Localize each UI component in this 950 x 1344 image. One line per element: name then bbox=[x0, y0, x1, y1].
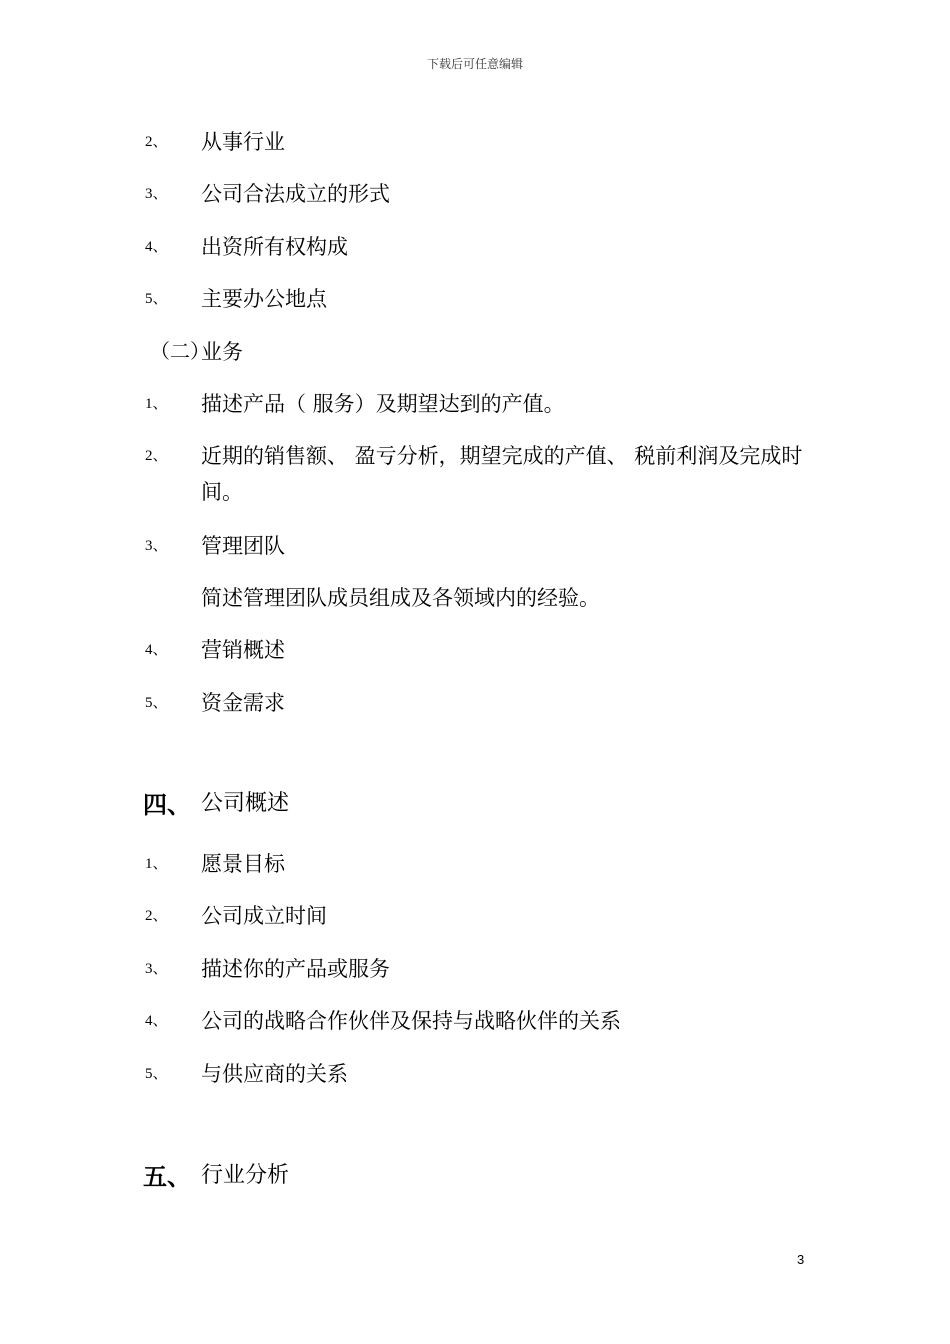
list-number: 2、 bbox=[145, 448, 168, 464]
list-item bbox=[0, 386, 950, 416]
list-item bbox=[0, 685, 950, 715]
list-number: 2、 bbox=[145, 908, 168, 924]
section-heading bbox=[0, 788, 950, 818]
section-title: 行业分析 bbox=[201, 1163, 290, 1188]
list-text: 简述管理团队成员组成及各领域内的经验。 bbox=[201, 586, 600, 610]
list-text: 资金需求 bbox=[201, 691, 285, 715]
list-number: 1、 bbox=[145, 856, 168, 872]
list-number: 3、 bbox=[145, 961, 168, 977]
list-text: 主要办公地点 bbox=[201, 287, 327, 311]
list-text: 管理团队 bbox=[201, 534, 285, 558]
list-number: 2、 bbox=[145, 134, 168, 150]
list-text: 公司成立时间 bbox=[201, 904, 327, 928]
list-number: 5、 bbox=[145, 1066, 168, 1082]
list-number: 4、 bbox=[145, 239, 168, 255]
list-item bbox=[0, 528, 950, 558]
list-text: 从事行业 bbox=[201, 130, 285, 154]
list-item bbox=[0, 281, 950, 311]
list-item bbox=[0, 1056, 950, 1086]
list-number: 3、 bbox=[145, 538, 168, 554]
list-item bbox=[0, 632, 950, 662]
list-number: 5、 bbox=[145, 291, 168, 307]
list-number: 3、 bbox=[145, 186, 168, 202]
list-item bbox=[0, 438, 950, 504]
subsection-heading bbox=[0, 334, 950, 364]
list-text: 近期的销售额、 盈亏分析，期望完成的产值、 税前利润及完成时间。 bbox=[201, 444, 803, 504]
page-number: 3 bbox=[797, 1252, 805, 1267]
list-item bbox=[0, 898, 950, 928]
list-item bbox=[0, 846, 950, 876]
subsection-number: （二） bbox=[150, 339, 210, 363]
list-item bbox=[0, 176, 950, 206]
list-text: 与供应商的关系 bbox=[201, 1062, 348, 1086]
list-text: 描述你的产品或服务 bbox=[201, 957, 390, 981]
section-heading bbox=[0, 1160, 950, 1190]
list-item bbox=[0, 229, 950, 259]
list-text: 描述产品（ 服务）及期望达到的产值。 bbox=[201, 392, 565, 416]
list-number: 4、 bbox=[145, 642, 168, 658]
list-number: 5、 bbox=[145, 695, 168, 711]
list-number: 4、 bbox=[145, 1013, 168, 1029]
list-item-continuation bbox=[0, 580, 950, 610]
list-text: 营销概述 bbox=[201, 638, 285, 662]
list-text: 愿景目标 bbox=[201, 852, 285, 876]
section-title: 公司概述 bbox=[201, 791, 290, 816]
section-number: 四、 bbox=[143, 791, 191, 819]
list-text: 公司合法成立的形式 bbox=[201, 182, 390, 206]
subsection-title: 业务 bbox=[201, 340, 243, 364]
list-item bbox=[0, 124, 950, 154]
list-item bbox=[0, 1003, 950, 1033]
section-number: 五、 bbox=[143, 1163, 191, 1191]
list-number: 1、 bbox=[145, 396, 168, 412]
list-item bbox=[0, 951, 950, 981]
list-text: 出资所有权构成 bbox=[201, 235, 348, 259]
page-header: 下载后可任意编辑 bbox=[426, 57, 523, 71]
list-text: 公司的战略合作伙伴及保持与战略伙伴的关系 bbox=[201, 1009, 621, 1033]
